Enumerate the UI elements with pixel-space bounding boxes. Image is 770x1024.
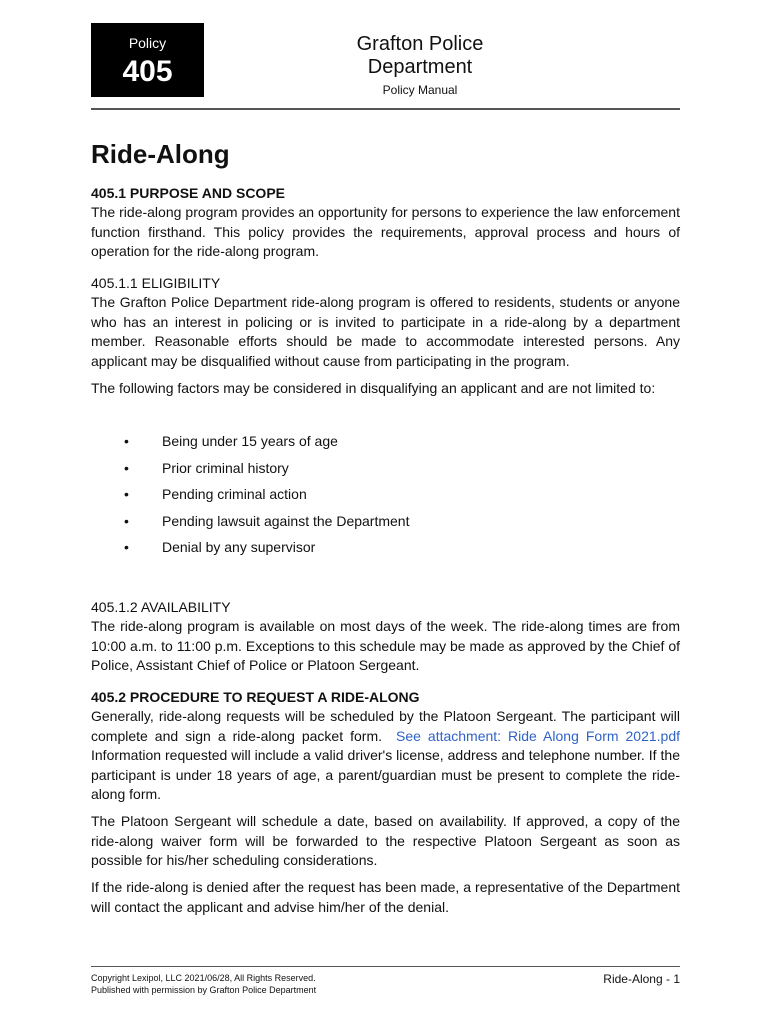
availability-paragraph: The ride-along program is available on most days of the week. The ride-along times are from 10:00 a.m. to 11:00 p.m. Exceptions to this schedule may be made as approved by the Chief of Police, Assistant Chief of Police or Platoon Sergeant. bbox=[91, 618, 680, 674]
list-item: • Being under 15 years of age bbox=[124, 433, 338, 449]
footer-divider bbox=[91, 966, 680, 967]
section-heading-eligibility: 405.1.1 ELIGIBILITY bbox=[91, 275, 221, 291]
header-divider bbox=[91, 108, 680, 110]
eligibility-paragraph: The Grafton Police Department ride-along program is offered to residents, students or anyone who has an interest in policing or is invited to participate in a ride-along by a department member. Reasonable efforts should be made to accommodate interested persons. Any applicant may be disqualified without cause from participating in the program. bbox=[91, 294, 680, 369]
list-item: • Denial by any supervisor bbox=[124, 539, 316, 555]
bullet-icon: • bbox=[124, 459, 129, 476]
policy-number: 405 bbox=[122, 55, 173, 88]
denial-paragraph: If the ride-along is denied after the request has been made, a representative of the Department will contact the applicant and advise him/her of the denial. bbox=[91, 879, 680, 915]
bullet-icon: • bbox=[124, 512, 129, 529]
bullet-icon: • bbox=[124, 539, 129, 555]
list-item: • Prior criminal history bbox=[124, 459, 289, 476]
list-item: • Pending lawsuit against the Department bbox=[124, 512, 410, 529]
department-header bbox=[305, 33, 535, 97]
page-title: Ride-Along bbox=[91, 139, 230, 169]
section-heading-availability: 405.1.2 AVAILABILITY bbox=[91, 599, 231, 615]
department-name: Grafton Police Department bbox=[356, 33, 484, 78]
list-item: • Pending criminal action bbox=[124, 486, 307, 502]
bullet-icon: • bbox=[124, 433, 129, 449]
policy-label: Policy bbox=[128, 35, 167, 51]
factors-intro: The following factors may be considered in disqualifying an applicant and are not limited to: bbox=[91, 380, 656, 396]
bullet-icon: • bbox=[124, 486, 129, 502]
page-number: Ride-Along - 1 bbox=[603, 972, 680, 986]
scheduling-paragraph: The Platoon Sergeant will schedule a date, based on availability. If approved, a copy of the ride-along waiver form will be forwarded to the respective Platoon Sergeant as soon as possible for his/her scheduling considerations. bbox=[91, 813, 680, 869]
manual-label: Policy Manual bbox=[382, 83, 458, 97]
disqualification-list bbox=[91, 431, 591, 564]
procedure-paragraph: Generally, ride-along requests will be scheduled by the Platoon Sergeant. The participant will complete and sign a ride-along packet form. See attachment: Ride Along Form 2021.pdf Information requested will include a valid driver's license, address and telephone number. If the participant is under 18 years of age, a parent/guardian must be present to complete the ride-along form. bbox=[91, 708, 681, 803]
footer-copyright: Copyright Lexipol, LLC 2021/06/28, All Rights Reserved. Published with permission by Grafton Police Department bbox=[91, 973, 317, 995]
policy-number-box bbox=[91, 23, 204, 97]
purpose-paragraph: The ride-along program provides an opportunity for persons to experience the law enforcement function firsthand. This policy provides the requirements, approval process and hours of operation for the ride-along program. bbox=[91, 204, 680, 260]
ride-along-form-link[interactable]: See attachment: Ride Along Form 2021.pdf bbox=[396, 727, 681, 744]
section-heading-purpose: 405.1 PURPOSE AND SCOPE bbox=[91, 185, 285, 201]
section-heading-procedure: 405.2 PROCEDURE TO REQUEST A RIDE-ALONG bbox=[91, 689, 420, 705]
